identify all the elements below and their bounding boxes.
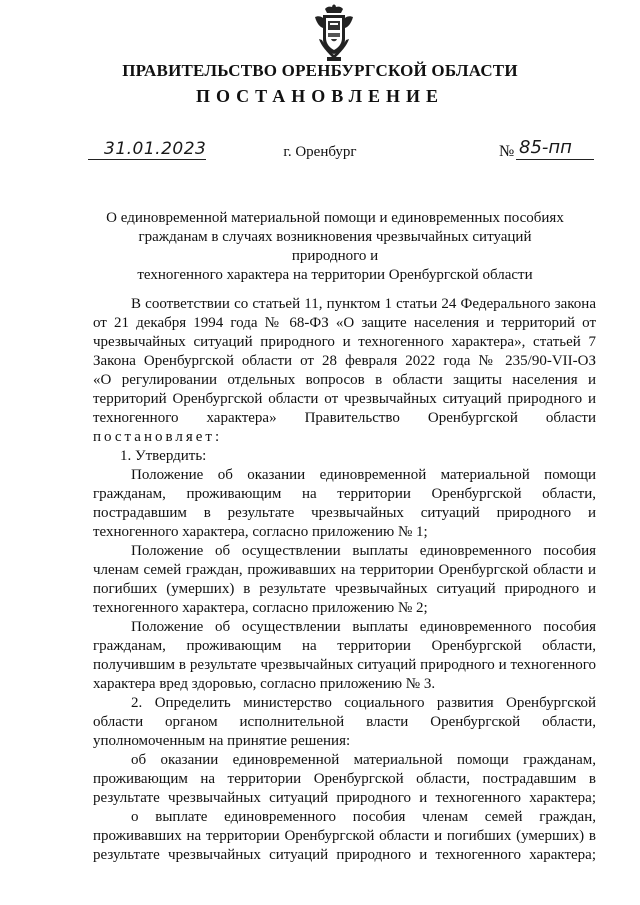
body-line: от 21 декабря 1994 года № 68-ФЗ «О защите населения и территорий от [93,315,596,331]
body-line: чрезвычайных ситуаций природного и техногенного характера», статьей 7 [93,334,596,350]
decree-number: 85-пп [519,137,572,158]
body-line: проживавших на территории Оренбургской области и погибших (умерших) в [93,828,596,844]
body-line: об оказании единовременной материальной помощи гражданам, [131,752,596,768]
body-line: техногенного характера» Правительство Оренбургской области [93,410,596,426]
document-type-title: ПОСТАНОВЛЕНИЕ [195,86,445,106]
subject-line: О единовременной материальной помощи и единовременных пособиях [106,210,564,226]
number-label: № [499,143,515,160]
city-name: г. Оренбург [283,144,357,160]
body-line: о выплате единовременного пособия членам семей граждан, [131,809,596,825]
body-line: гражданам, проживающим на территории Оренбургской области, [93,638,596,654]
body-line: техногенного характера, согласно приложению № 2; [93,600,428,616]
body-line: пострадавшим в результате чрезвычайных ситуаций природного и [93,505,596,521]
body-line: Положение об осуществлении выплаты единовременного пособия [131,543,596,559]
number-underline [516,159,594,160]
body-line: постановляет: [93,429,223,445]
body-line: Положение об оказании единовременной материальной помощи [131,467,596,483]
body-line: «О регулировании отдельных вопросов в области защиты населения и [93,372,596,388]
body-line: гражданам, проживающим на территории Оренбургской области, [93,486,596,502]
body-line: характера вред здоровью, согласно приложению № 3. [93,676,436,692]
body-line: членам семей граждан, проживавших на территории Оренбургской области и [93,562,596,578]
body-line: территорий Оренбургской области от чрезвычайных ситуаций природного и [93,391,596,407]
subject-line: гражданам в случаях возникновения чрезвычайных ситуаций природного и [138,229,532,264]
decree-subject [100,209,570,285]
body-line: области органом исполнительной власти Оренбургской области, [93,714,596,730]
body-line: результате чрезвычайных ситуаций природного и техногенного характера; [93,790,596,806]
body-line: проживающим на территории Оренбургской области, пострадавшим в [93,771,596,787]
government-name: ПРАВИТЕЛЬСТВО ОРЕНБУРГСКОЙ ОБЛАСТИ [122,61,518,80]
body-line: В соответствии со статьей 11, пунктом 1 статьи 24 Федерального закона [131,296,596,312]
body-line: Положение об осуществлении выплаты единовременного пособия [131,619,596,635]
body-line: 1. Утвердить: [120,448,207,464]
body-line: результате чрезвычайных ситуаций природного и техногенного характера; [93,847,596,863]
coat-of-arms-emblem [313,3,355,63]
subject-line: техногенного характера на территории Оренбургской области [137,267,533,283]
body-line: уполномоченным на принятие решения: [93,733,351,749]
body-line: получившим в результате чрезвычайных ситуаций природного и техногенного [93,657,596,673]
body-line: погибших (умерших) в результате чрезвычайных ситуаций природного и [93,581,596,597]
decree-date: 31.01.2023 [104,139,207,159]
body-line: 2. Определить министерство социального развития Оренбургской [131,695,596,711]
body-line: Закона Оренбургской области от 28 февраля 2022 года № 235/90-VII-ОЗ [93,353,596,369]
body-line: техногенного характера, согласно приложению № 1; [93,524,428,540]
